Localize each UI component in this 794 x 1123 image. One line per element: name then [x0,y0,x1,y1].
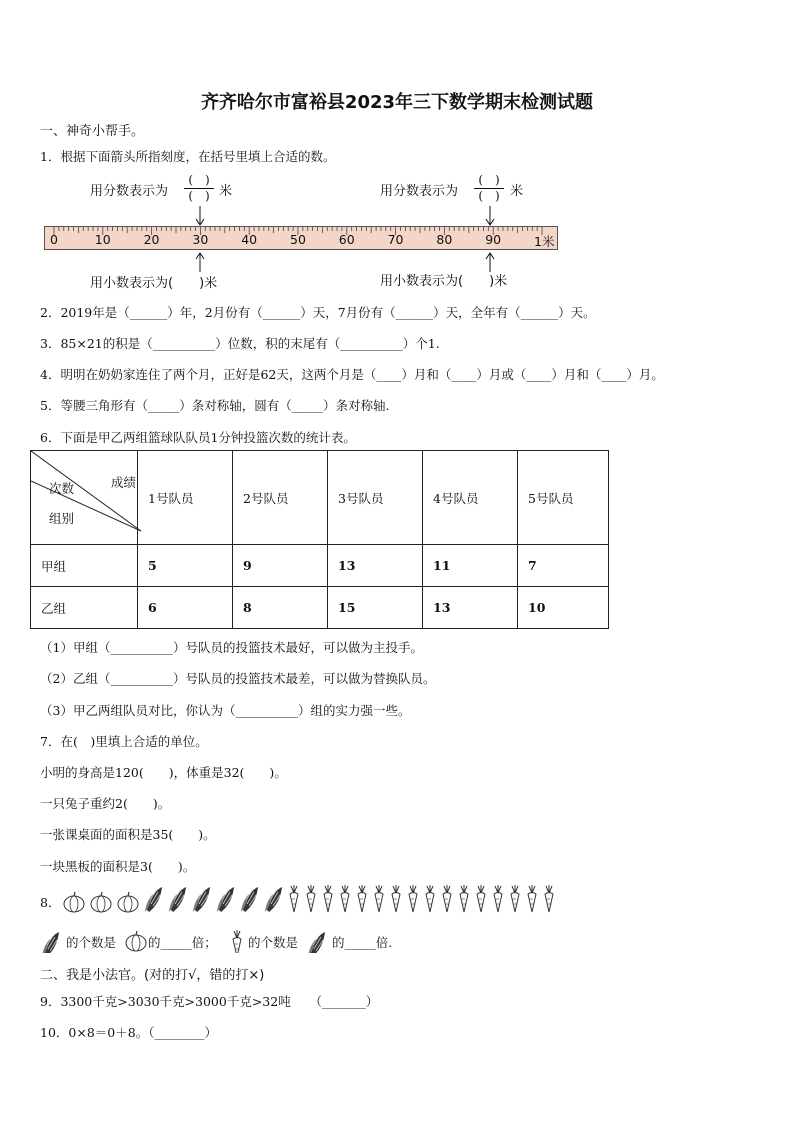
ruler-tick-label: 0 [50,232,58,247]
section-2-heading: 二、我是小法官。(对的打√，错的打×) [40,968,265,983]
carrot-icon [230,929,244,953]
corn-icon [167,884,189,914]
question-6-sub2: （2）乙组（__________）号队员的投篮技术最差，可以做为替换队员。 [40,671,436,686]
corn-icon [263,884,285,914]
pumpkin-icon [89,890,113,914]
carrot-icon [508,884,522,914]
carrot-icon [389,884,403,914]
question-7: 7．在( )里填上合适的单位。 [40,734,208,749]
carrot-icon [304,884,318,914]
carrot-icon [542,884,556,914]
carrot-icon [474,884,488,914]
corner-label-top: 成绩 [111,475,137,490]
question-6: 6．下面是甲乙两组篮球队队员1分钟投篮次数的统计表。 [40,430,356,445]
question-4: 4．明明在奶奶家连住了两个月，正好是62天，这两个月是（____）月和（____）月或（____）月和（____）月。 [40,367,664,382]
ruler-tick-label: 90 [485,232,502,247]
corner-diagonal-lines [31,451,147,545]
question-8-text-1: 的个数是 [66,935,117,950]
question-2: 2．2019年是（______）年，2月份有（______）天，7月份有（______）天，全年有（______）天。 [40,305,596,320]
pumpkin-icon [124,929,148,957]
pumpkin-icon [116,890,140,914]
table-cell: 5 [138,545,233,587]
table-header-cell: 4号队员 [423,451,518,545]
table-header-cell: 1号队员 [138,451,233,545]
carrot-icon [287,884,301,914]
question-7-line-2: 一只兔子重约2( )。 [40,796,171,811]
ruler-tick-label: 70 [387,232,404,247]
table-cell: 15 [328,587,423,629]
up-arrow-icon [194,252,206,272]
carrot-icon [321,884,335,914]
question-10: 10．0×8＝0＋8。（________） [40,1025,217,1040]
denominator-blank: ( ) [188,189,210,203]
corn-icon [143,884,165,914]
question-8-text-4: 的_____倍. [332,935,393,950]
table-row-label: 乙组 [31,587,138,629]
question-5: 5．等腰三角形有（_____）条对称轴，圆有（_____）条对称轴. [40,398,390,413]
fraction-blank-left[interactable] [184,174,214,203]
denominator-blank: ( ) [478,189,500,203]
carrot-icon [230,929,244,957]
table-cell: 13 [328,545,423,587]
table-cell: 10 [518,587,609,629]
carrot-icon [338,884,352,914]
stats-table [30,450,609,629]
corn-icon [40,929,62,957]
pumpkin-icon [124,929,148,953]
table-cell: 7 [518,545,609,587]
decimal-label-right: 用小数表示为( )米 [380,274,508,289]
carrot-icon [423,884,437,914]
table-row-label: 甲组 [31,545,138,587]
corn-icon [191,884,213,914]
table-header-row [31,451,609,545]
numerator-blank: ( ) [188,173,210,187]
down-arrow-icon [484,206,496,226]
ruler [44,226,558,250]
down-arrow-icon [194,206,206,226]
table-cell: 11 [423,545,518,587]
corn-icon [40,929,62,953]
corn-icon [215,884,237,914]
decimal-label-left: 用小数表示为( )米 [90,276,218,291]
carrot-icon [372,884,386,914]
section-1-heading: 一、神奇小帮手。 [40,124,145,139]
pumpkin-icon [62,890,86,914]
ruler-tick-label: 80 [436,232,453,247]
table-cell: 9 [233,545,328,587]
question-8-text-3: 的个数是 [248,935,299,950]
unit-label-right: 米 [510,184,524,199]
ruler-tick-label: 60 [338,232,355,247]
corn-icon [239,884,261,914]
carrot-icon [355,884,369,914]
table-row [31,545,609,587]
question-8-text-2: 的_____倍； [148,935,217,950]
carrot-icon [457,884,471,914]
ruler-tick-label: 30 [192,232,209,247]
corn-icon [306,929,328,953]
fraction-label-left: 用分数表示为 [90,184,169,199]
table-header-cell: 2号队员 [233,451,328,545]
ruler-tick-label: 10 [94,232,111,247]
table-row [31,587,609,629]
numerator-blank: ( ) [478,173,500,187]
ruler-tick-label: 20 [143,232,160,247]
question-3: 3．85×21的积是（__________）位数，积的末尾有（__________）个1. [40,336,440,351]
ruler-tick-label: 1米 [534,234,555,249]
fraction-blank-right[interactable] [474,174,504,203]
carrot-icon [440,884,454,914]
table-header-cell: 5号队员 [518,451,609,545]
table-cell: 8 [233,587,328,629]
ruler-tick-label: 50 [290,232,306,247]
page-title: 齐齐哈尔市富裕县2023年三下数学期末检测试题 [200,92,594,113]
up-arrow-icon [484,252,496,272]
question-1: 1．根据下面箭头所指刻度，在括号里填上合适的数。 [40,149,336,164]
table-corner-cell [31,451,138,545]
carrot-icon [491,884,505,914]
question-6-sub1: （1）甲组（__________）号队员的投篮技术最好，可以做为主投手。 [40,640,423,655]
ruler-tick-label: 40 [241,232,258,247]
question-7-line-1: 小明的身高是120( )，体重是32( )。 [40,765,287,780]
table-cell: 13 [423,587,518,629]
table-cell: 6 [138,587,233,629]
corner-label-middle: 次数 [49,481,75,496]
corner-label-bottom: 组别 [49,511,75,526]
question-8-number: 8． [40,895,61,910]
corn-icon [306,929,328,957]
carrot-icon [406,884,420,914]
question-7-line-4: 一块黑板的面积是3( )。 [40,859,196,874]
question-9: 9．3300千克>3030千克>3000千克>32吨 （_______） [40,994,379,1009]
unit-label-left: 米 [219,184,233,199]
fraction-label-right: 用分数表示为 [380,184,459,199]
question-6-sub3: （3）甲乙两组队员对比，你认为（__________）组的实力强一些。 [40,703,411,718]
question-7-line-3: 一张课桌面的面积是35( )。 [40,827,216,842]
table-header-cell: 3号队员 [328,451,423,545]
carrot-icon [525,884,539,914]
